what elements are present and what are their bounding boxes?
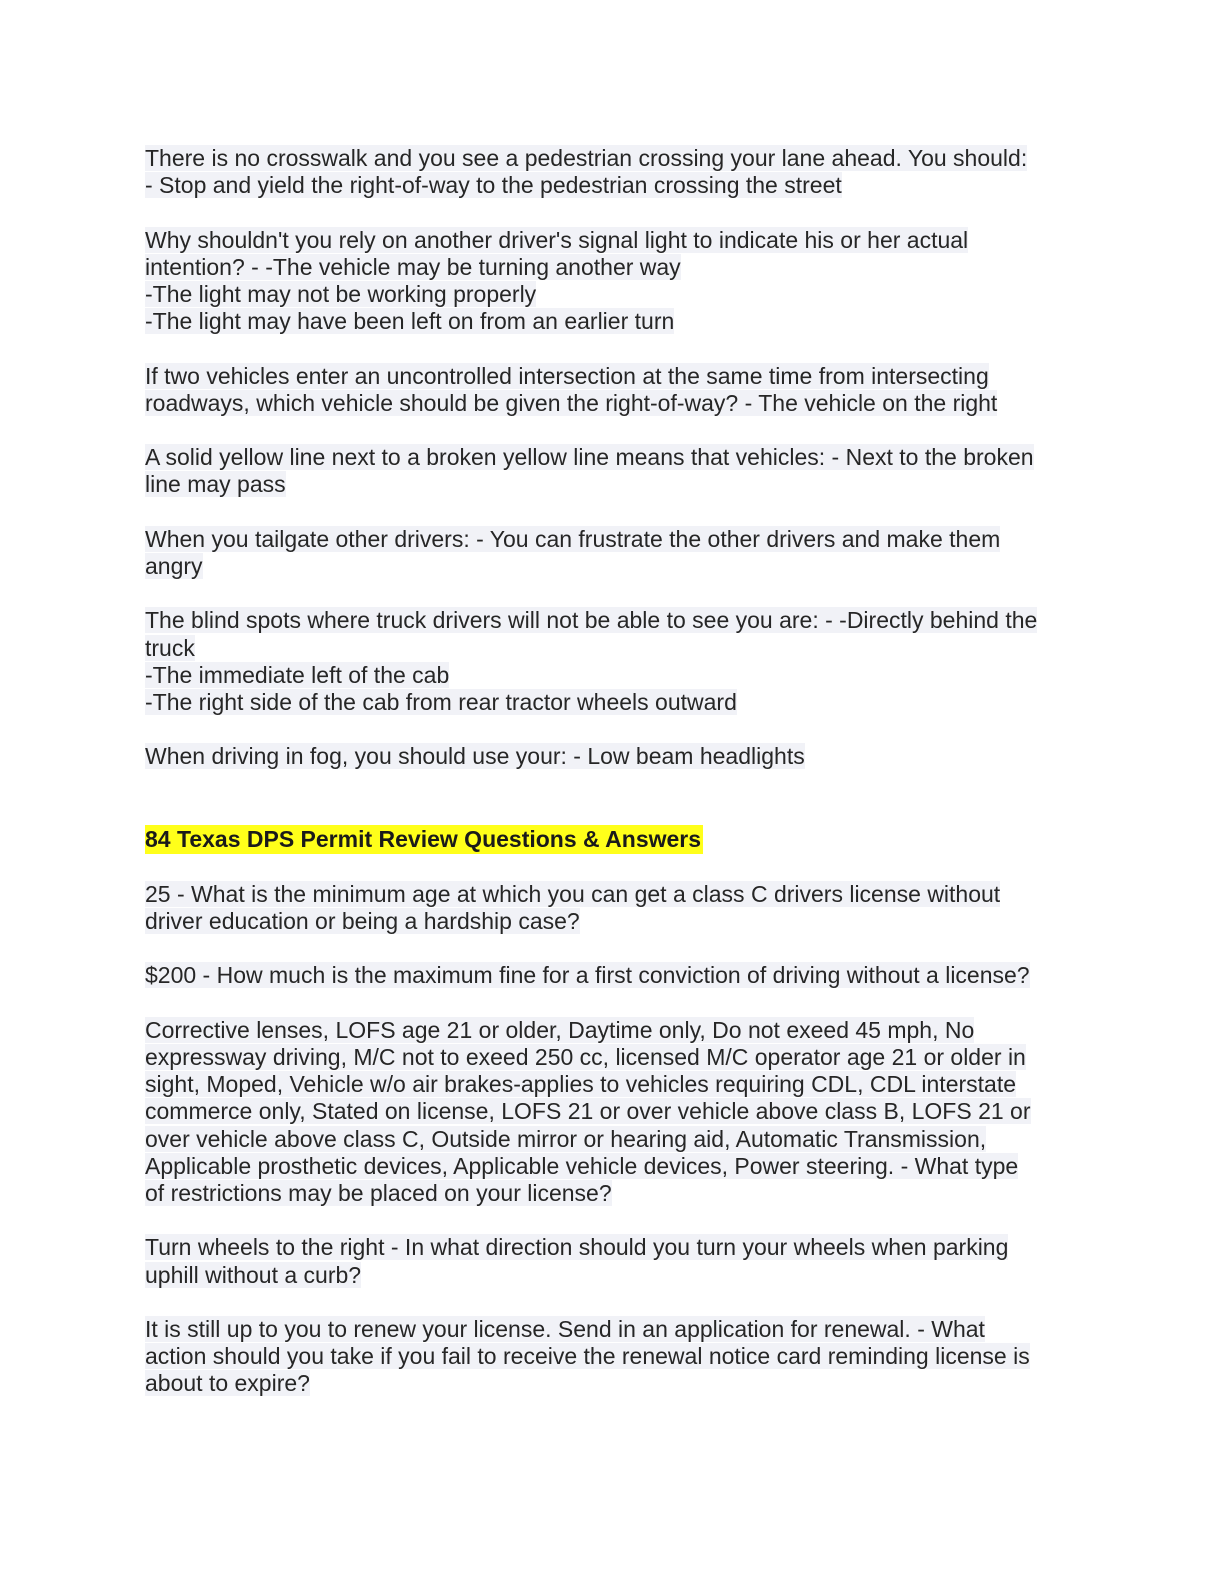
document-page bbox=[145, 145, 1070, 1425]
qa-line bbox=[145, 1262, 1070, 1289]
qa-line bbox=[145, 1071, 1070, 1098]
section-heading-row bbox=[145, 825, 1070, 854]
qa-line bbox=[145, 743, 1070, 770]
qa-line-text: Applicable prosthetic devices, Applicable vehicle devices, Power steering. - What type bbox=[145, 1152, 1019, 1179]
qa-line-text: When you tailgate other drivers: - You can frustrate the other drivers and make them bbox=[145, 525, 1001, 552]
qa-line-text: truck bbox=[145, 634, 195, 661]
qa-line-text: action should you take if you fail to receive the renewal notice card reminding license is bbox=[145, 1343, 1030, 1370]
qa-line bbox=[145, 1044, 1070, 1071]
qa-line bbox=[145, 1343, 1070, 1370]
qa-item bbox=[145, 444, 1070, 498]
qa-item bbox=[145, 1234, 1070, 1288]
qa-line-text: A solid yellow line next to a broken yellow line means that vehicles: - Next to the broken bbox=[145, 444, 1034, 471]
qa-line bbox=[145, 172, 1070, 199]
qa-line-text: of restrictions may be placed on your license? bbox=[145, 1179, 612, 1206]
qa-line-text: -The light may not be working properly bbox=[145, 281, 537, 307]
qa-line-text: about to expire? bbox=[145, 1370, 310, 1397]
qa-line-text: commerce only, Stated on license, LOFS 21 or over vehicle above class B, LOFS 21 or bbox=[145, 1098, 1031, 1125]
qa-line-text: -The light may have been left on from an earlier turn bbox=[145, 308, 675, 335]
qa-line bbox=[145, 607, 1070, 634]
qa-item bbox=[145, 743, 1070, 770]
qa-line bbox=[145, 444, 1070, 471]
qa-line bbox=[145, 1180, 1070, 1207]
qa-line-text: roadways, which vehicle should be given the right-of-way? - The vehicle on the right bbox=[145, 389, 998, 416]
qa-line bbox=[145, 553, 1070, 580]
qa-line bbox=[145, 526, 1070, 553]
qa-line bbox=[145, 390, 1070, 417]
qa-line-text: -The immediate left of the cab bbox=[145, 661, 450, 688]
qa-line-text: sight, Moped, Vehicle w/o air brakes-applies to vehicles requiring CDL, CDL interstate bbox=[145, 1071, 1017, 1098]
qa-section-1 bbox=[145, 145, 1070, 771]
qa-line-text: over vehicle above class C, Outside mirror or hearing aid, Automatic Transmission, bbox=[145, 1125, 987, 1152]
qa-item bbox=[145, 1316, 1070, 1398]
qa-line-text: intention? - -The vehicle may be turning another way bbox=[145, 253, 681, 280]
qa-item bbox=[145, 227, 1070, 336]
qa-line bbox=[145, 962, 1070, 989]
qa-line-text: It is still up to you to renew your license. Send in an application for renewal. - What bbox=[145, 1315, 985, 1342]
qa-item bbox=[145, 526, 1070, 580]
qa-line-text: uphill without a curb? bbox=[145, 1261, 362, 1288]
qa-line-text: When driving in fog, you should use your: - Low beam headlights bbox=[145, 743, 805, 770]
qa-line-text: Corrective lenses, LOFS age 21 or older, Daytime only, Do not exeed 45 mph, No bbox=[145, 1016, 975, 1043]
qa-line bbox=[145, 281, 1070, 308]
qa-item bbox=[145, 962, 1070, 989]
qa-line-text: Turn wheels to the right - In what direction should you turn your wheels when parking bbox=[145, 1234, 1009, 1261]
qa-item bbox=[145, 1017, 1070, 1207]
qa-line-text: Why shouldn't you rely on another driver's signal light to indicate his or her actual bbox=[145, 226, 969, 253]
qa-line bbox=[145, 308, 1070, 335]
qa-line-text: driver education or being a hardship case? bbox=[145, 907, 580, 934]
qa-line-text: 25 - What is the minimum age at which you can get a class C drivers license without bbox=[145, 880, 1001, 907]
qa-line bbox=[145, 254, 1070, 281]
qa-line bbox=[145, 908, 1070, 935]
qa-item bbox=[145, 145, 1070, 199]
qa-line-text: -The right side of the cab from rear tractor wheels outward bbox=[145, 688, 737, 715]
qa-line bbox=[145, 145, 1070, 172]
qa-line bbox=[145, 363, 1070, 390]
qa-line-text: $200 - How much is the maximum fine for a first conviction of driving without a license? bbox=[145, 962, 1030, 989]
qa-line bbox=[145, 881, 1070, 908]
qa-line-text: angry bbox=[145, 552, 203, 579]
qa-item bbox=[145, 607, 1070, 716]
qa-line bbox=[145, 662, 1070, 689]
qa-line-text: expressway driving, M/C not to exeed 250 cc, licensed M/C operator age 21 or older in bbox=[145, 1043, 1026, 1070]
section-heading: 84 Texas DPS Permit Review Questions & Answers bbox=[145, 825, 703, 854]
qa-item bbox=[145, 363, 1070, 417]
qa-item bbox=[145, 881, 1070, 935]
qa-line bbox=[145, 1098, 1070, 1125]
qa-line-text: There is no crosswalk and you see a pedestrian crossing your lane ahead. You should: bbox=[145, 145, 1028, 171]
qa-line bbox=[145, 1316, 1070, 1343]
qa-line bbox=[145, 689, 1070, 716]
qa-line bbox=[145, 1234, 1070, 1261]
qa-line bbox=[145, 635, 1070, 662]
qa-line-text: - Stop and yield the right-of-way to the pedestrian crossing the street bbox=[145, 172, 842, 199]
qa-line-text: line may pass bbox=[145, 471, 286, 498]
qa-line bbox=[145, 1153, 1070, 1180]
qa-line bbox=[145, 1370, 1070, 1397]
qa-line bbox=[145, 227, 1070, 254]
qa-line-text: The blind spots where truck drivers will not be able to see you are: - -Directly behind the bbox=[145, 607, 1038, 634]
qa-line bbox=[145, 1126, 1070, 1153]
qa-line bbox=[145, 1017, 1070, 1044]
qa-section-2 bbox=[145, 881, 1070, 1398]
qa-line-text: If two vehicles enter an uncontrolled intersection at the same time from intersecting bbox=[145, 362, 989, 389]
qa-line bbox=[145, 471, 1070, 498]
